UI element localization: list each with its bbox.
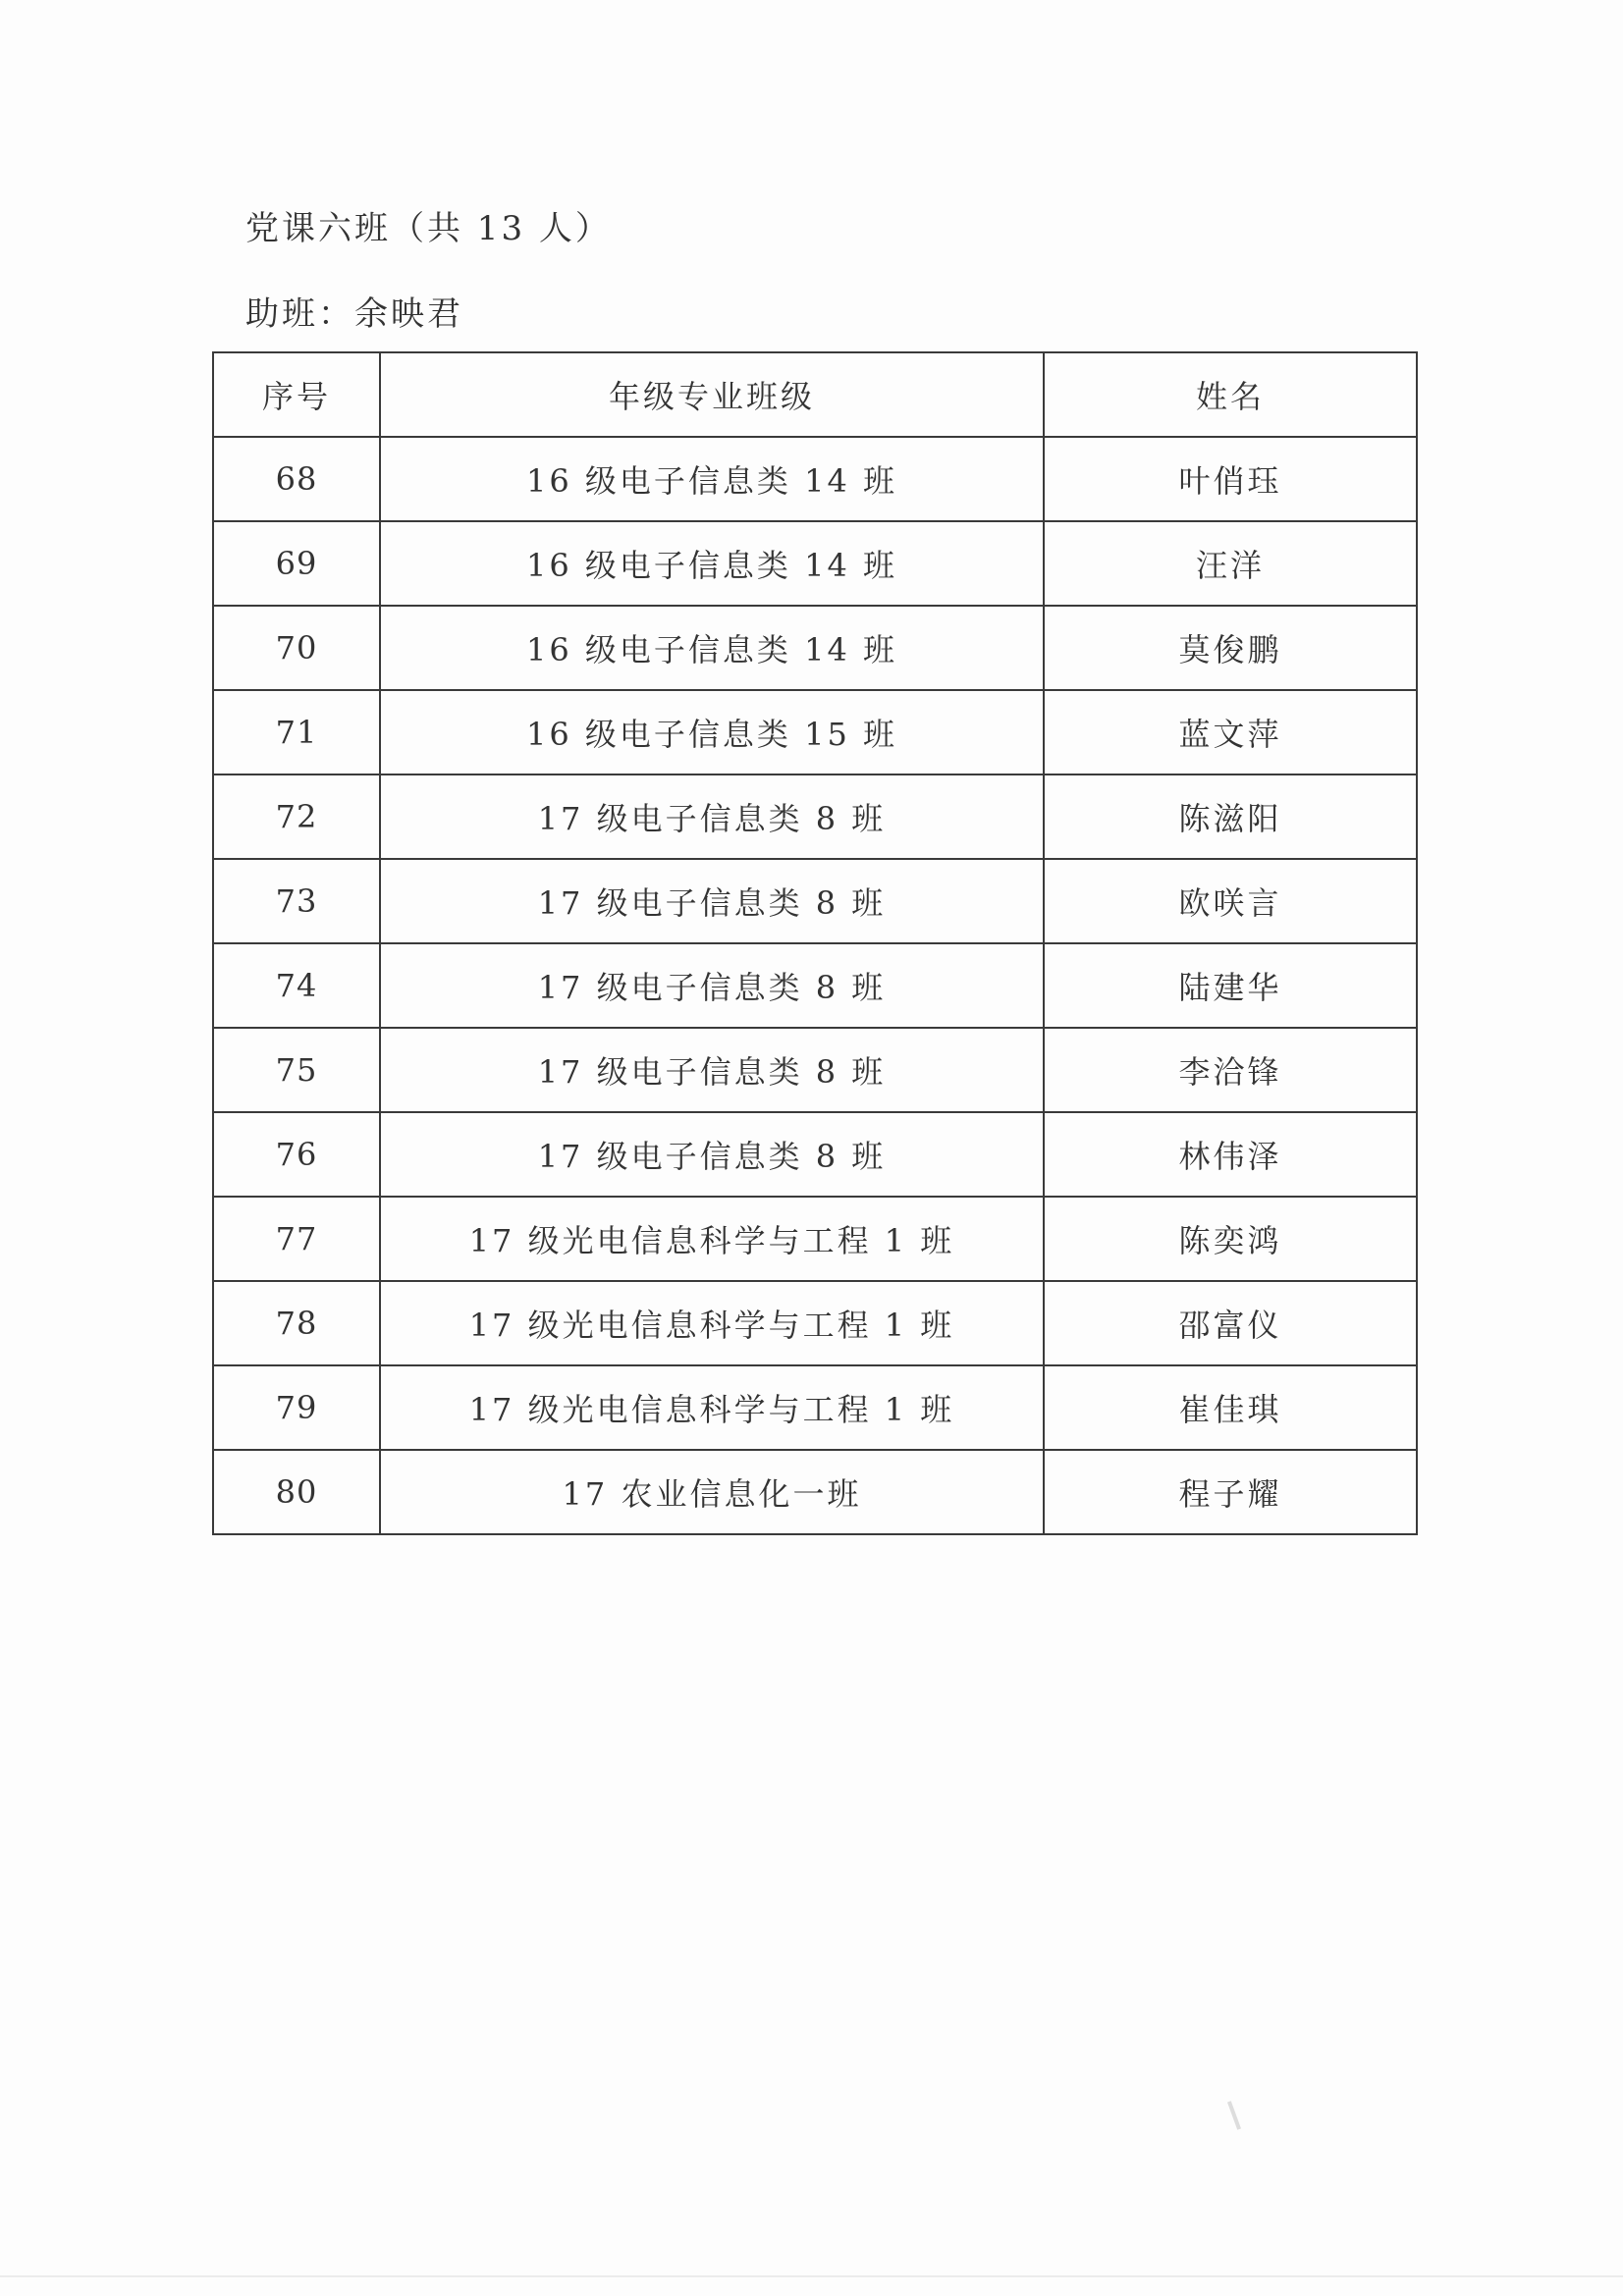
cell-name: 汪洋 [1044,521,1417,606]
cell-class: 17 级光电信息科学与工程 1 班 [380,1281,1044,1365]
table-row [213,521,1417,606]
table-row [213,1197,1417,1281]
cell-name: 邵富仪 [1044,1281,1417,1365]
cell-name: 陈滋阳 [1044,774,1417,859]
cell-name: 叶俏珏 [1044,437,1417,521]
scan-edge-line [0,2275,1623,2277]
table-row [213,943,1417,1028]
header-name: 姓名 [1044,352,1417,437]
cell-class: 16 级电子信息类 15 班 [380,690,1044,774]
assistant-line: 助班：余映君 [245,294,463,334]
cell-number: 77 [213,1197,380,1281]
cell-number: 79 [213,1365,380,1450]
cell-number: 69 [213,521,380,606]
cell-class: 17 级电子信息类 8 班 [380,1112,1044,1197]
table-row [213,1450,1417,1534]
cell-number: 70 [213,606,380,690]
cell-name: 欧咲言 [1044,859,1417,943]
cell-class: 17 级光电信息科学与工程 1 班 [380,1365,1044,1450]
cell-class: 17 级电子信息类 8 班 [380,943,1044,1028]
cell-name: 李洽锋 [1044,1028,1417,1112]
cell-class: 17 级电子信息类 8 班 [380,774,1044,859]
cell-number: 68 [213,437,380,521]
cell-class: 16 级电子信息类 14 班 [380,606,1044,690]
table-row [213,690,1417,774]
table-row [213,1028,1417,1112]
header-number: 序号 [213,352,380,437]
table-row [213,859,1417,943]
table-row [213,774,1417,859]
cell-number: 73 [213,859,380,943]
cell-class: 17 农业信息化一班 [380,1450,1044,1534]
class-title: 党课六班（共 13 人） [245,209,612,248]
roster-table [212,351,1418,1535]
table-row [213,1365,1417,1450]
cell-number: 80 [213,1450,380,1534]
cell-name: 程子耀 [1044,1450,1417,1534]
table-row [213,606,1417,690]
cell-name: 林伟泽 [1044,1112,1417,1197]
cell-name: 陈奕鸿 [1044,1197,1417,1281]
cell-number: 75 [213,1028,380,1112]
cell-name: 陆建华 [1044,943,1417,1028]
cell-number: 72 [213,774,380,859]
cell-class: 17 级光电信息科学与工程 1 班 [380,1197,1044,1281]
scan-speck [1227,2101,1241,2130]
table-row [213,1281,1417,1365]
cell-number: 71 [213,690,380,774]
cell-number: 74 [213,943,380,1028]
cell-class: 16 级电子信息类 14 班 [380,437,1044,521]
table-row [213,437,1417,521]
cell-number: 78 [213,1281,380,1365]
cell-name: 蓝文萍 [1044,690,1417,774]
cell-class: 17 级电子信息类 8 班 [380,859,1044,943]
cell-name: 崔佳琪 [1044,1365,1417,1450]
cell-number: 76 [213,1112,380,1197]
cell-class: 17 级电子信息类 8 班 [380,1028,1044,1112]
table-header-row [213,352,1417,437]
header-class: 年级专业班级 [380,352,1044,437]
cell-name: 莫俊鹏 [1044,606,1417,690]
cell-class: 16 级电子信息类 14 班 [380,521,1044,606]
table-row [213,1112,1417,1197]
